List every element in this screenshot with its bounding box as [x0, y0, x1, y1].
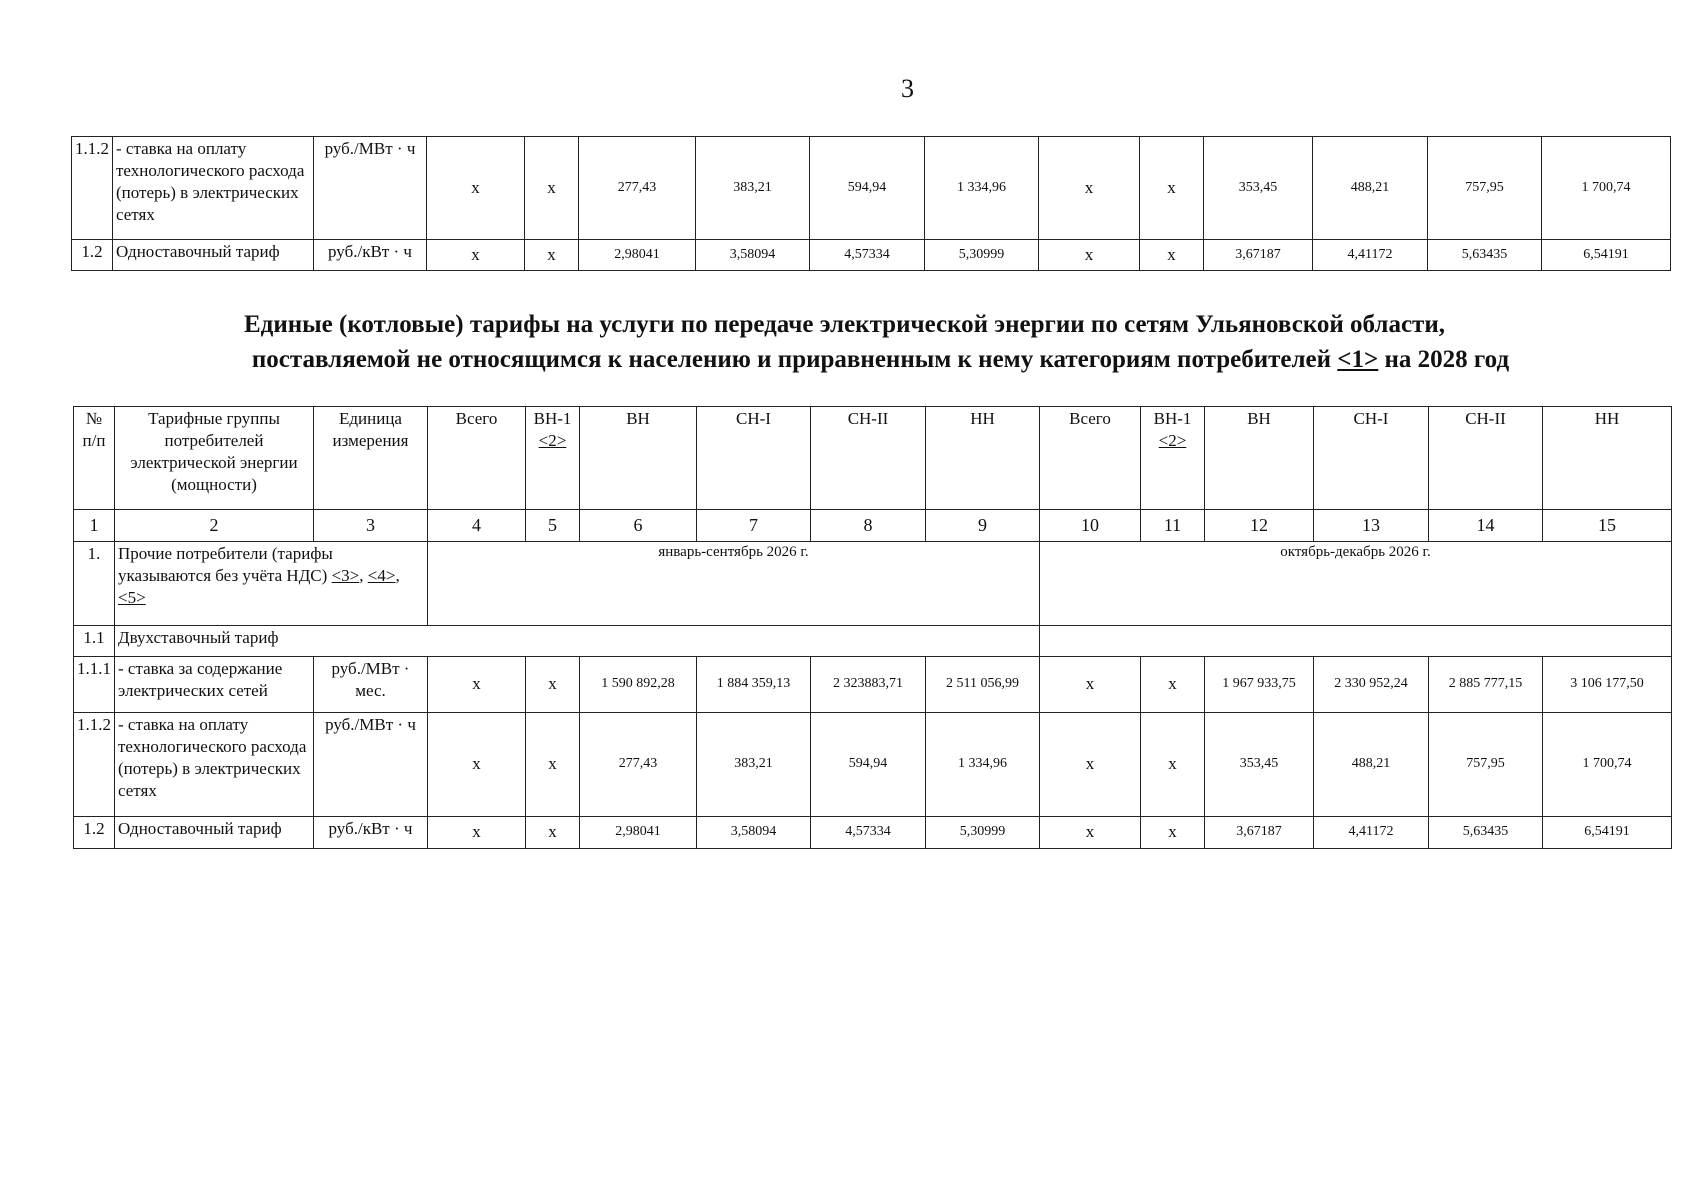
- row-value: 2 511 056,99: [926, 657, 1040, 713]
- row-value: x: [1040, 817, 1141, 849]
- row-unit: руб./кВт · ч: [314, 817, 428, 849]
- row-name: - ставка за содержание электрических сетей: [115, 657, 314, 713]
- row-name: - ставка на оплату технологического расхода (потерь) в электрических сетях: [113, 137, 314, 240]
- table-header: [74, 407, 1672, 510]
- table-row: [72, 137, 1671, 240]
- row-value: x: [1039, 240, 1140, 271]
- two-rate-empty: [1040, 626, 1672, 657]
- row-value: x: [526, 657, 580, 713]
- row-value: 3,67187: [1204, 240, 1313, 271]
- header-nn-2: НН: [1543, 407, 1672, 510]
- group-row: [74, 542, 1672, 626]
- row-value: 5,63435: [1428, 240, 1542, 271]
- row-unit: руб./МВт · ч: [314, 137, 427, 240]
- title-line-2: [0, 343, 1689, 378]
- row-code: 1.1.1: [74, 657, 115, 713]
- row-code: 1.2: [72, 240, 113, 271]
- header-num: № п/п: [74, 407, 115, 510]
- row-name: Одноставочный тариф: [115, 817, 314, 849]
- row-value: 3,58094: [696, 240, 810, 271]
- column-index: 6: [580, 510, 697, 542]
- row-value: x: [1141, 657, 1205, 713]
- row-value: 488,21: [1313, 137, 1428, 240]
- group-name: Прочие потребители (тарифы указываются без учёта НДС) <3>, <4>, <5>: [115, 542, 428, 626]
- two-rate-code: 1.1: [74, 626, 115, 657]
- row-value: 4,41172: [1314, 817, 1429, 849]
- header-nn-1: НН: [926, 407, 1040, 510]
- title-line-2-end: на 2028 год: [1378, 345, 1510, 373]
- footnote-ref-4: <4>: [367, 566, 396, 586]
- column-index: 5: [526, 510, 580, 542]
- row-code: 1.1.2: [72, 137, 113, 240]
- column-index: 2: [115, 510, 314, 542]
- group-name-text: Прочие потребители (тарифы указываются без учёта НДС): [118, 544, 333, 586]
- table-row: [74, 657, 1672, 713]
- row-value: x: [428, 657, 526, 713]
- row-value: 5,63435: [1429, 817, 1543, 849]
- row-value: 353,45: [1204, 137, 1313, 240]
- row-unit: руб./МВт · мес.: [314, 657, 428, 713]
- two-rate-name: Двухставочный тариф: [115, 626, 1040, 657]
- group-code: 1.: [74, 542, 115, 626]
- column-index: 10: [1040, 510, 1141, 542]
- period-jan-sep: январь-сентябрь 2026 г.: [428, 542, 1040, 626]
- row-value: x: [1140, 137, 1204, 240]
- row-value: x: [525, 240, 579, 271]
- row-value: 757,95: [1429, 713, 1543, 817]
- row-value: 383,21: [697, 713, 811, 817]
- row-value: 1 700,74: [1542, 137, 1671, 240]
- column-index: 11: [1141, 510, 1205, 542]
- column-index: 14: [1429, 510, 1543, 542]
- header-unit: Единица измерения: [314, 407, 428, 510]
- row-value: 1 700,74: [1543, 713, 1672, 817]
- tariff-table-2028: [73, 406, 1672, 849]
- row-value: x: [1140, 240, 1204, 271]
- row-value: 1 967 933,75: [1205, 657, 1314, 713]
- footnote-ref-3: <3>: [331, 566, 360, 586]
- footnote-ref-2: <2>: [538, 431, 567, 451]
- column-index: 7: [697, 510, 811, 542]
- row-value: 5,30999: [926, 817, 1040, 849]
- header-total-1: Всего: [428, 407, 526, 510]
- row-value: 383,21: [696, 137, 810, 240]
- row-value: 353,45: [1205, 713, 1314, 817]
- column-index: 1: [74, 510, 115, 542]
- row-value: x: [428, 713, 526, 817]
- column-index: 8: [811, 510, 926, 542]
- column-index: 3: [314, 510, 428, 542]
- column-index: 9: [926, 510, 1040, 542]
- row-value: 277,43: [580, 713, 697, 817]
- two-rate-row: [74, 626, 1672, 657]
- row-value: x: [525, 137, 579, 240]
- row-value: x: [1141, 713, 1205, 817]
- row-unit: руб./МВт · ч: [314, 713, 428, 817]
- row-code: 1.2: [74, 817, 115, 849]
- table-row: [74, 817, 1672, 849]
- header-sn1-2: СН-I: [1314, 407, 1429, 510]
- row-value: 2,98041: [580, 817, 697, 849]
- header-sn2-2: СН-II: [1429, 407, 1543, 510]
- header-vn1-label: ВН-1: [533, 409, 572, 428]
- row-value: x: [428, 817, 526, 849]
- table-row: [74, 713, 1672, 817]
- row-value: x: [427, 240, 525, 271]
- period-oct-dec: октябрь-декабрь 2026 г.: [1040, 542, 1672, 626]
- header-vn-1: ВН: [580, 407, 697, 510]
- row-name: - ставка на оплату технологического расхода (потерь) в электрических сетях: [115, 713, 314, 817]
- row-value: 6,54191: [1543, 817, 1672, 849]
- row-value: x: [526, 817, 580, 849]
- header-vn1-2: [1141, 407, 1205, 510]
- title-line-1: Единые (котловые) тарифы на услуги по передаче электрической энергии по сетям Ульяновской области,: [244, 311, 1445, 338]
- header-vn1-1: [526, 407, 580, 510]
- row-value: 277,43: [579, 137, 696, 240]
- column-index: 15: [1543, 510, 1672, 542]
- row-value: x: [427, 137, 525, 240]
- header-consumer-groups: Тарифные группы потребителей электрической энергии (мощности): [115, 407, 314, 510]
- tariff-table-continuation: [71, 136, 1671, 271]
- row-value: 2 885 777,15: [1429, 657, 1543, 713]
- row-code: 1.1.2: [74, 713, 115, 817]
- column-index: 13: [1314, 510, 1429, 542]
- row-value: 6,54191: [1542, 240, 1671, 271]
- row-unit: руб./кВт · ч: [314, 240, 427, 271]
- row-value: 1 334,96: [925, 137, 1039, 240]
- header-sn1-1: СН-I: [697, 407, 811, 510]
- row-value: x: [1141, 817, 1205, 849]
- row-value: 757,95: [1428, 137, 1542, 240]
- row-name: Одноставочный тариф: [113, 240, 314, 271]
- row-value: 594,94: [810, 137, 925, 240]
- header-sn2-1: СН-II: [811, 407, 926, 510]
- row-value: 488,21: [1314, 713, 1429, 817]
- table-row: [72, 240, 1671, 271]
- column-index: 4: [428, 510, 526, 542]
- column-index-row: [74, 510, 1672, 542]
- row-value: 1 884 359,13: [697, 657, 811, 713]
- row-value: 594,94: [811, 713, 926, 817]
- row-value: 2,98041: [579, 240, 696, 271]
- row-value: 4,41172: [1313, 240, 1428, 271]
- header-total-2: Всего: [1040, 407, 1141, 510]
- row-value: 2 323883,71: [811, 657, 926, 713]
- row-value: 3,67187: [1205, 817, 1314, 849]
- row-value: 3,58094: [697, 817, 811, 849]
- column-index: 12: [1205, 510, 1314, 542]
- row-value: 5,30999: [925, 240, 1039, 271]
- title-line-2-text: поставляемой не относящимся к населению и приравненным к нему категориям потребителей: [251, 345, 1338, 373]
- footnote-ref-2: <2>: [1158, 431, 1187, 451]
- footnote-ref-5: <5>: [118, 588, 146, 608]
- row-value: 1 334,96: [926, 713, 1040, 817]
- footnote-ref-1: <1>: [1337, 345, 1379, 373]
- row-value: 2 330 952,24: [1314, 657, 1429, 713]
- header-vn-2: ВН: [1205, 407, 1314, 510]
- row-value: 4,57334: [811, 817, 926, 849]
- continuation-rows: [72, 137, 1671, 271]
- table-body: [74, 510, 1672, 849]
- header-vn1-label: ВН-1: [1153, 409, 1192, 428]
- page-number: 3: [901, 74, 914, 103]
- row-value: 4,57334: [810, 240, 925, 271]
- row-value: x: [1039, 137, 1140, 240]
- row-value: 1 590 892,28: [580, 657, 697, 713]
- row-value: x: [526, 713, 580, 817]
- row-value: x: [1040, 713, 1141, 817]
- row-value: 3 106 177,50: [1543, 657, 1672, 713]
- row-value: x: [1040, 657, 1141, 713]
- table-title: [0, 308, 1689, 377]
